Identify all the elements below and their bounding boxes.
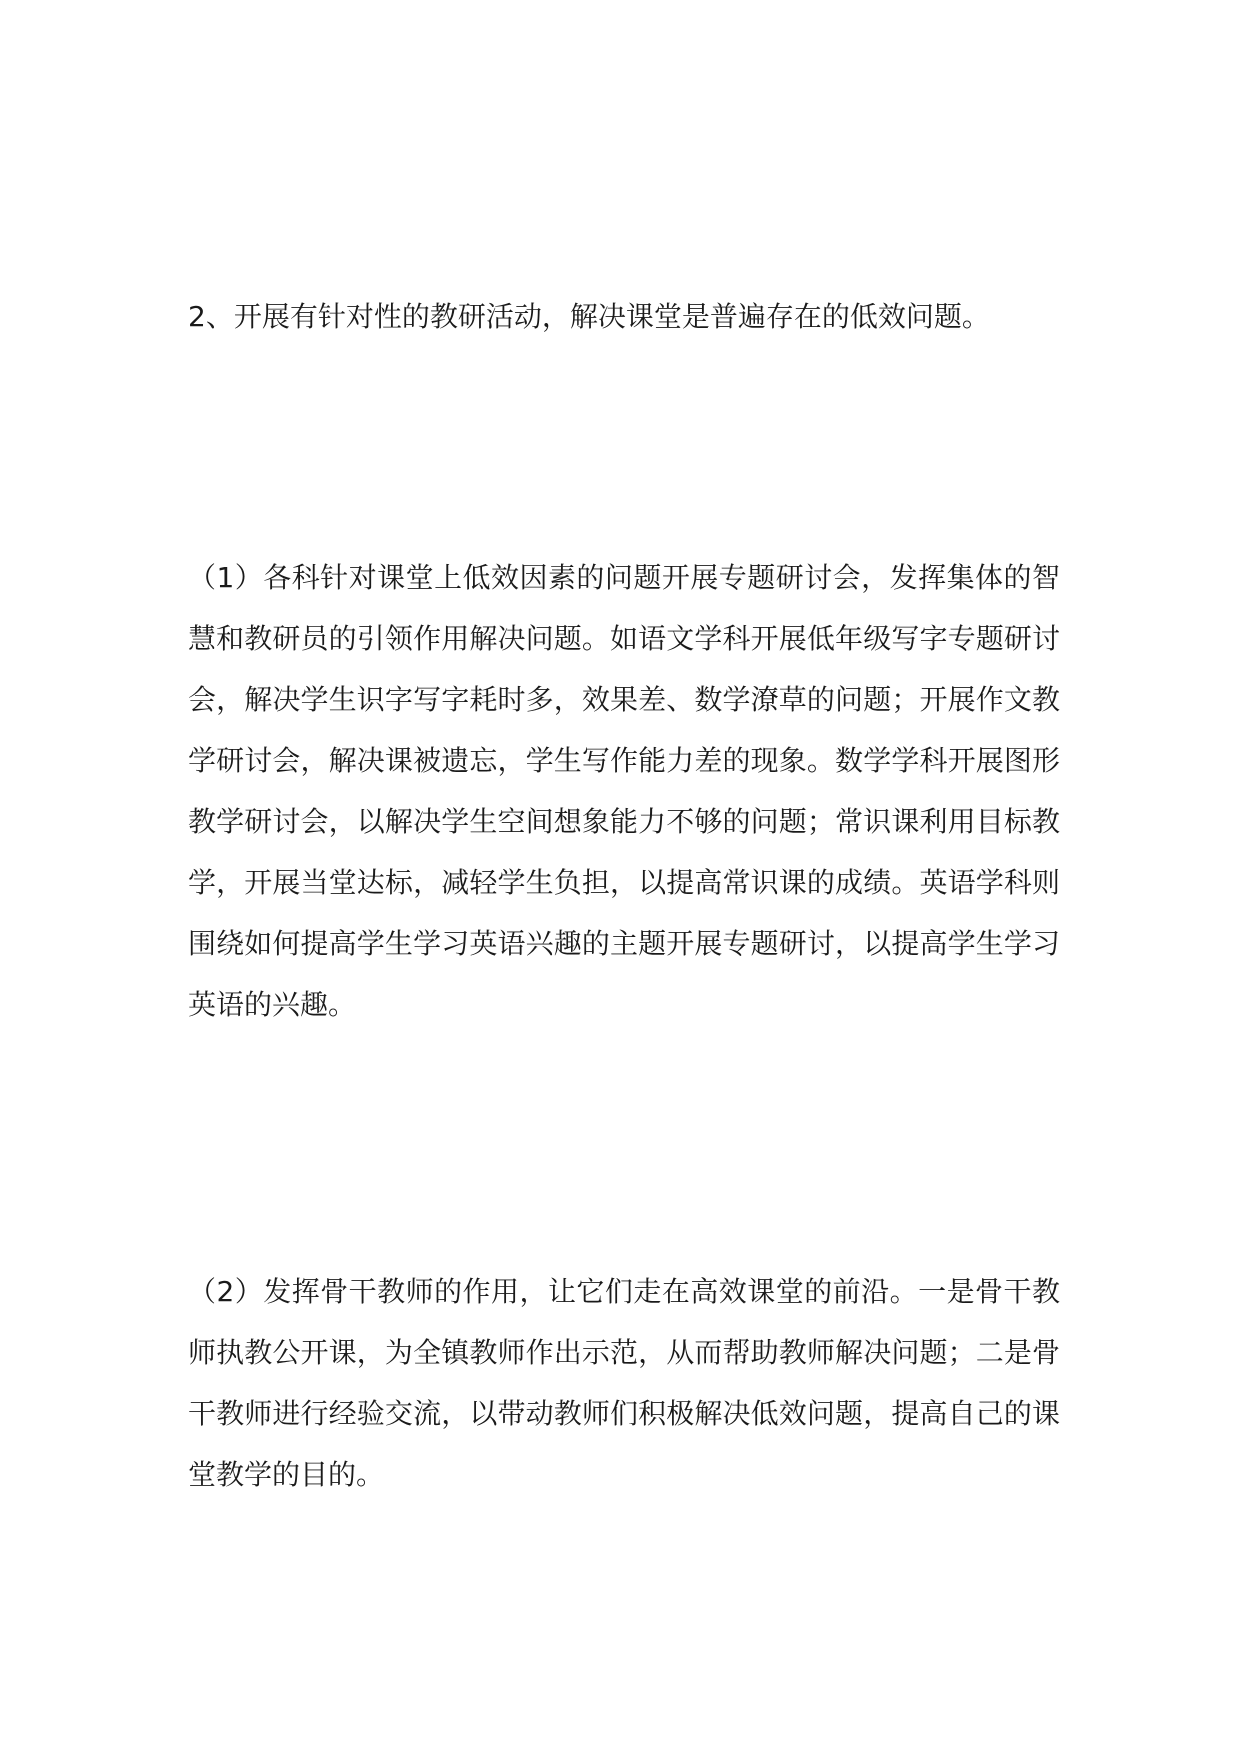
paragraph-2: （2）发挥骨干教师的作用，让它们走在高效课堂的前沿。一是骨干教师执教公开课，为全镇教师作出示范，从而帮助教师解决问题；二是骨干教师进行经验交流，以带动教师们积极解决低效问题，提高自己的课堂教学的目的。 bbox=[188, 1275, 1060, 1491]
section-heading: 2、开展有针对性的教研活动，解决课堂是普遍存在的低效问题。 bbox=[188, 300, 990, 333]
paragraph-1: （1）各科针对课堂上低效因素的问题开展专题研讨会，发挥集体的智慧和教研员的引领作用解决问题。如语文学科开展低年级写字专题研讨会，解决学生识字写字耗时多，效果差、数学潦草的问题；开展作文教学研讨会，解决课被遗忘，学生写作能力差的现象。数学学科开展图形教学研讨会，以解决学生空间想象能力不够的问题；常识课利用目标教学，开展当堂达标，减轻学生负担，以提高常识课的成绩。英语学科则围绕如何提高学生学习英语兴趣的主题开展专题研讨，以提高学生学习英语的兴趣。 bbox=[188, 561, 1060, 1021]
